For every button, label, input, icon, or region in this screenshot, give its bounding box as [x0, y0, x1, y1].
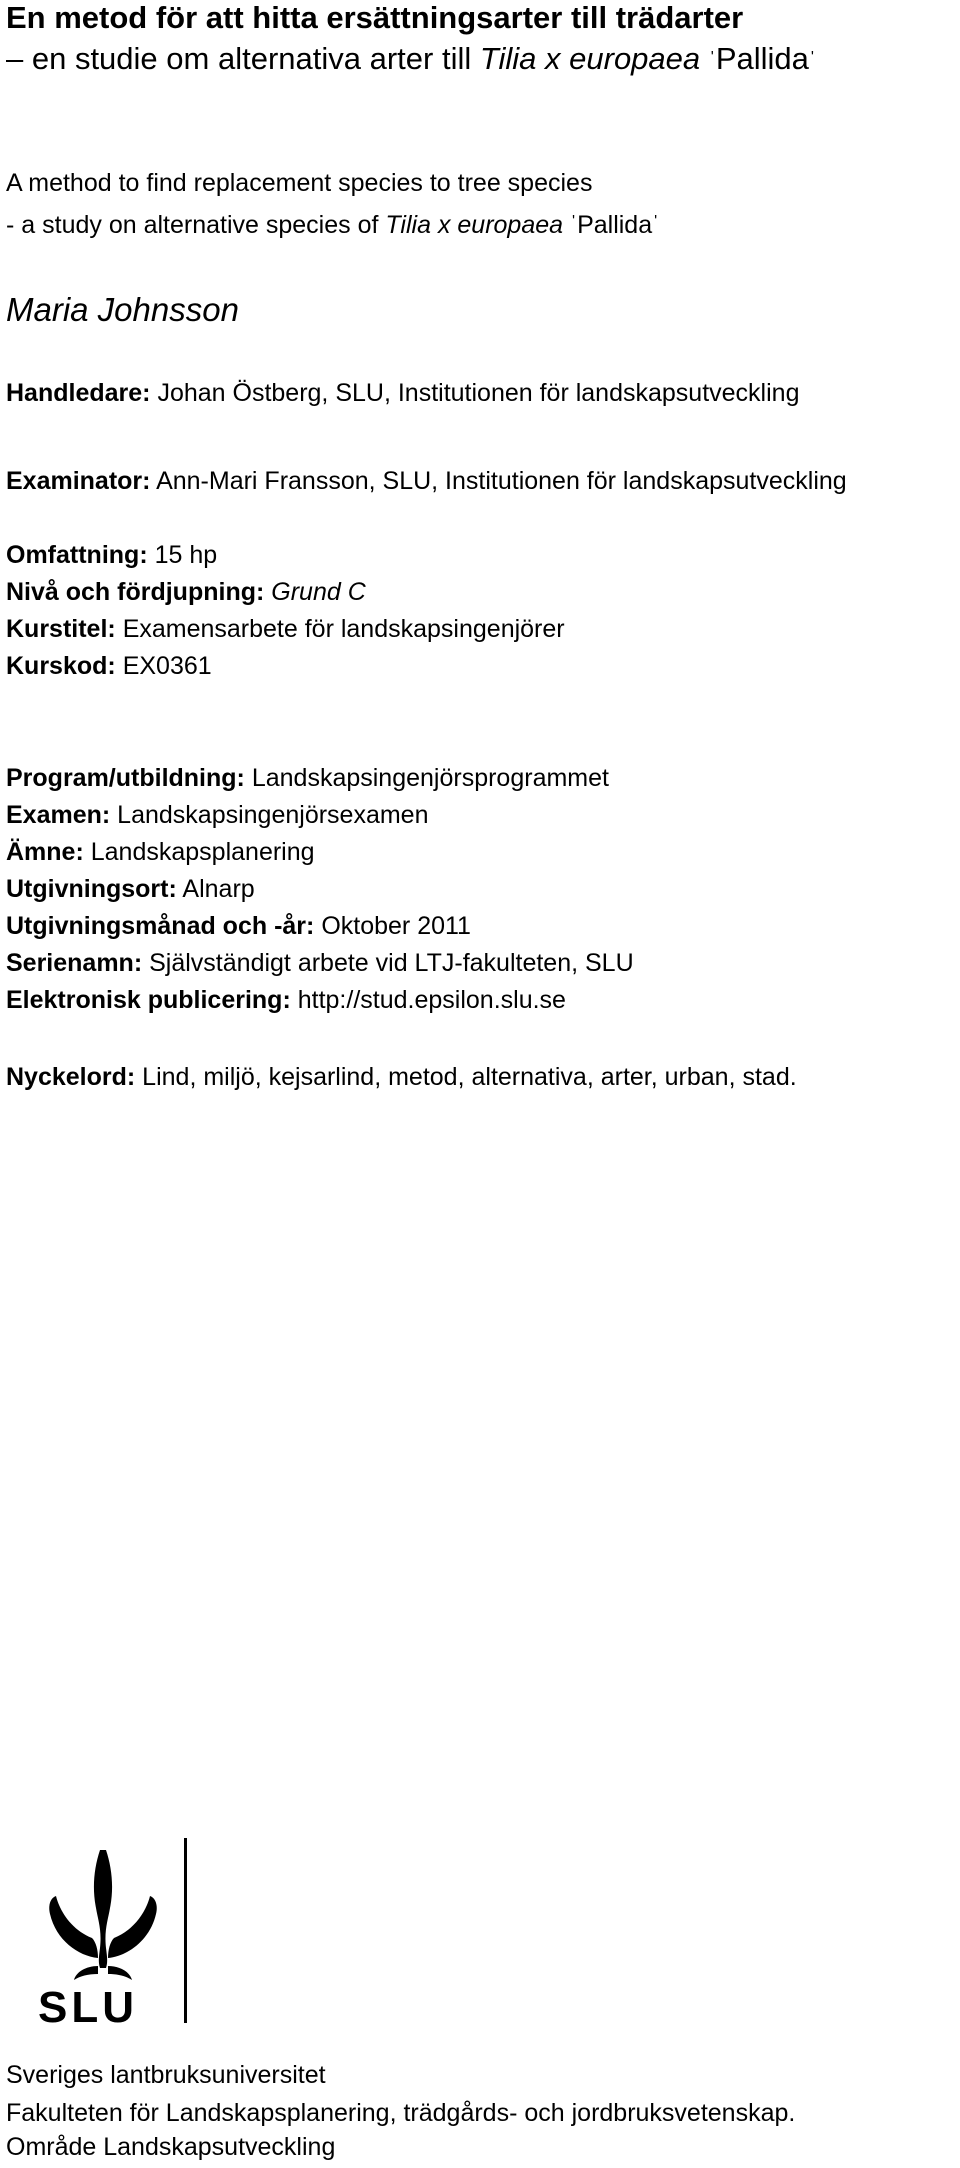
title-swedish: En metod för att hitta ersättningsarter till trädarter [6, 0, 744, 35]
program-label: Program/utbildning: [6, 764, 245, 792]
publication-date-line [6, 911, 471, 941]
subject-line [6, 837, 315, 867]
author-name: Maria Johnsson [6, 291, 239, 328]
cultivar-quote-open-en: ' [572, 213, 576, 230]
logo-left-leaf [49, 1896, 98, 1958]
subtitle-english-cultivar: Pallida [577, 211, 653, 239]
logo-right-root [108, 1966, 132, 1980]
logo-text: SLU [38, 1983, 138, 2028]
degree-label: Examen: [6, 801, 111, 829]
publication-place-value: Alnarp [182, 875, 255, 903]
cultivar-quote-close-en: ' [654, 213, 658, 230]
subtitle-english [6, 207, 659, 240]
course-code-line [6, 651, 212, 681]
course-code-value: EX0361 [122, 652, 212, 680]
supervisor-line [6, 378, 799, 408]
subject-label: Ämne: [6, 838, 84, 866]
degree-line [6, 800, 429, 830]
supervisor-label: Handledare: [6, 379, 151, 407]
course-code-label: Kurskod: [6, 652, 116, 680]
publication-place-label: Utgivningsort: [6, 875, 177, 903]
cultivar-quote-open: ' [710, 49, 714, 66]
subtitle-swedish-cultivar: Pallida [715, 41, 809, 76]
keywords-label: Nyckelord: [6, 1063, 136, 1091]
keywords-line [6, 1062, 797, 1092]
subject-value: Landskapsplanering [90, 838, 315, 866]
program-line [6, 763, 609, 793]
footer-area: Område Landskapsutveckling [6, 2133, 336, 2161]
course-scope-value: 15 hp [154, 541, 218, 569]
course-scope-label: Omfattning: [6, 541, 148, 569]
series-label: Serienamn: [6, 949, 143, 977]
subtitle-english-prefix: - a study on alternative species of [6, 211, 386, 239]
course-level-line [6, 577, 366, 607]
publication-place-line [6, 874, 255, 904]
publication-date-label: Utgivningsmånad och -år: [6, 912, 315, 940]
course-title-label: Kurstitel: [6, 615, 116, 643]
title-english: A method to find replacement species to tree species [6, 169, 593, 197]
series-value: Självständigt arbete vid LTJ-fakulteten, SLU [149, 949, 634, 977]
supervisor-value: Johan Östberg, SLU, Institutionen för landskapsutveckling [157, 379, 800, 407]
keywords-value: Lind, miljö, kejsarlind, metod, alternativa, arter, urban, stad. [142, 1063, 797, 1091]
subtitle-swedish-prefix: – en studie om alternativa arter till [6, 41, 480, 76]
logo-divider [184, 1838, 187, 2023]
publication-date-value: Oktober 2011 [321, 912, 471, 940]
footer-faculty: Fakulteten för Landskapsplanering, trädgårds- och jordbruksvetenskap. [6, 2099, 796, 2127]
degree-value: Landskapsingenjörsexamen [117, 801, 429, 829]
examiner-line [6, 466, 847, 496]
logo-left-root [74, 1966, 98, 1980]
cultivar-quote-close: ' [810, 49, 814, 66]
subtitle-swedish-species: Tilia x europaea [479, 41, 701, 76]
examiner-label: Examinator: [6, 467, 151, 495]
subtitle-swedish [6, 40, 816, 77]
logo-right-leaf [108, 1896, 157, 1958]
course-title-line [6, 614, 565, 644]
course-level-label: Nivå och fördjupning: [6, 578, 265, 606]
electronic-publishing-line [6, 985, 566, 1015]
examiner-value: Ann-Mari Fransson, SLU, Institutionen för landskapsutveckling [156, 467, 847, 495]
series-line [6, 948, 634, 978]
slu-tree-logo-icon [20, 1838, 210, 2028]
footer-university: Sveriges lantbruksuniversitet [6, 2061, 326, 2089]
course-title-value: Examensarbete för landskapsingenjörer [122, 615, 565, 643]
course-scope-line [6, 540, 217, 570]
subtitle-english-species: Tilia x europaea [385, 211, 564, 239]
electronic-publishing-label: Elektronisk publicering: [6, 986, 291, 1014]
electronic-publishing-value: http://stud.epsilon.slu.se [297, 986, 566, 1014]
program-value: Landskapsingenjörsprogrammet [251, 764, 609, 792]
course-level-value: Grund C [271, 578, 366, 606]
